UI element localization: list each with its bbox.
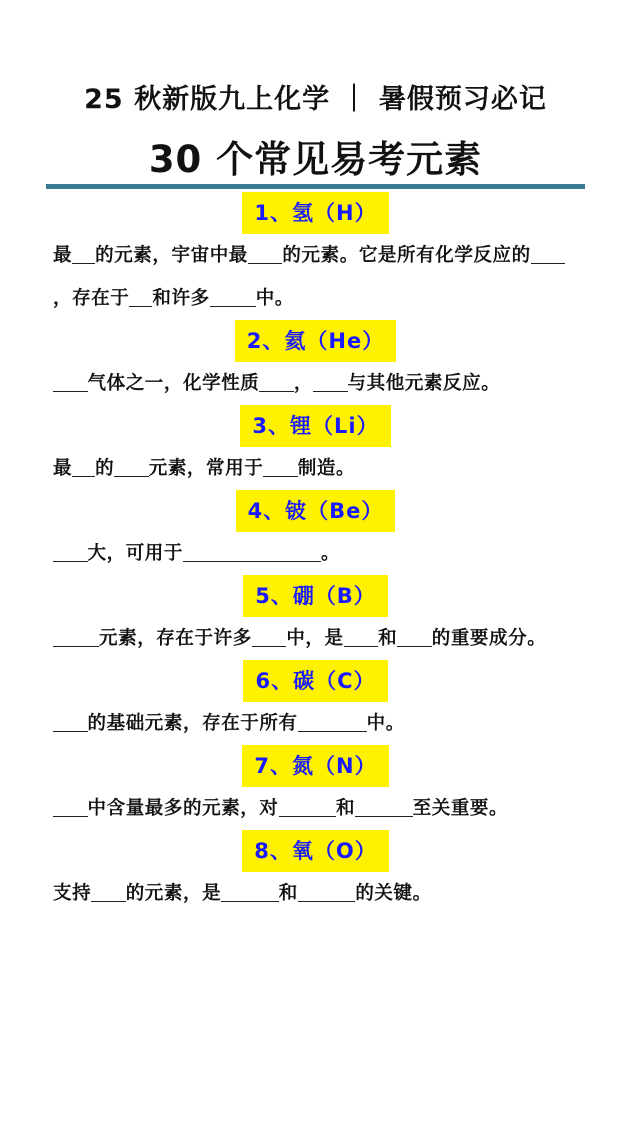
- fill-in-blank[interactable]: [72, 458, 95, 478]
- description-text: 和: [336, 798, 356, 819]
- title-divider: [46, 184, 585, 189]
- description-text: 。: [321, 543, 341, 564]
- description-text: 元素，存在于许多: [99, 628, 252, 649]
- description-text: 最: [53, 245, 73, 266]
- element-description: [53, 872, 579, 915]
- description-text: 制造。: [297, 458, 356, 479]
- element-entry: [0, 660, 631, 745]
- element-heading: 5、硼（B）: [243, 575, 388, 617]
- description-text: 的基础元素，存在于所有: [87, 713, 298, 734]
- element-entry: [0, 575, 631, 660]
- description-text: 中，是: [286, 628, 344, 649]
- element-list: [0, 192, 631, 915]
- element-description: [53, 787, 579, 830]
- description-text: 大，可用于: [87, 543, 184, 564]
- element-heading-row: [0, 490, 631, 532]
- fill-in-blank[interactable]: [72, 245, 95, 265]
- element-description: [53, 702, 579, 745]
- fill-in-blank[interactable]: [91, 883, 126, 903]
- element-heading-row: [0, 320, 631, 362]
- description-text: 的: [95, 458, 115, 479]
- element-heading: 7、氮（N）: [242, 745, 388, 787]
- description-text: 中含量最多的元素，对: [87, 798, 279, 819]
- fill-in-blank[interactable]: [344, 628, 379, 648]
- fill-in-blank[interactable]: [313, 373, 348, 393]
- element-heading: 2、氦（He）: [235, 320, 396, 362]
- element-heading-row: [0, 830, 631, 872]
- fill-in-blank[interactable]: [298, 713, 367, 733]
- element-heading-row: [0, 192, 631, 234]
- fill-in-blank[interactable]: [114, 458, 149, 478]
- fill-in-blank[interactable]: [183, 543, 321, 563]
- fill-in-blank[interactable]: [210, 288, 256, 308]
- description-text: ，: [293, 373, 314, 394]
- element-entry: [0, 745, 631, 830]
- element-entry: [0, 192, 631, 320]
- description-text: 和: [278, 883, 298, 904]
- fill-in-blank[interactable]: [129, 288, 152, 308]
- description-text: 的关键。: [355, 883, 432, 904]
- description-text: 的元素。它是所有化学反应的: [282, 245, 531, 266]
- element-heading-row: [0, 575, 631, 617]
- element-description: [53, 362, 579, 405]
- description-text: 的元素，是: [125, 883, 222, 904]
- fill-in-blank[interactable]: [252, 628, 287, 648]
- description-text: 至关重要。: [412, 798, 509, 819]
- fill-in-blank[interactable]: [259, 373, 294, 393]
- fill-in-blank[interactable]: [53, 628, 99, 648]
- fill-in-blank[interactable]: [397, 628, 432, 648]
- description-text: 气体之一，化学性质: [87, 373, 260, 394]
- fill-in-blank[interactable]: [53, 373, 88, 393]
- document-subtitle: 25 秋新版九上化学 ｜ 暑假预习必记: [84, 84, 547, 115]
- element-entry: [0, 405, 631, 490]
- fill-in-blank[interactable]: [53, 798, 88, 818]
- fill-in-blank[interactable]: [531, 245, 566, 265]
- element-heading: 6、碳（C）: [243, 660, 387, 702]
- element-heading: 8、氧（O）: [242, 830, 388, 872]
- description-text: 支持: [53, 883, 92, 904]
- fill-in-blank[interactable]: [279, 798, 337, 818]
- fill-in-blank[interactable]: [221, 883, 279, 903]
- fill-in-blank[interactable]: [53, 543, 88, 563]
- description-text: 与其他元素反应。: [347, 373, 501, 394]
- element-description: [53, 234, 579, 320]
- element-heading: 1、氢（H）: [242, 192, 388, 234]
- element-heading-row: [0, 405, 631, 447]
- element-description: [53, 617, 579, 660]
- fill-in-blank[interactable]: [248, 245, 283, 265]
- element-heading-row: [0, 745, 631, 787]
- fill-in-blank[interactable]: [298, 883, 356, 903]
- element-entry: [0, 320, 631, 405]
- description-text: 中。: [366, 713, 405, 734]
- element-heading-row: [0, 660, 631, 702]
- description-text: 中。: [255, 288, 294, 309]
- element-description: [53, 532, 579, 575]
- element-description: [53, 447, 579, 490]
- element-entry: [0, 830, 631, 915]
- fill-in-blank[interactable]: [263, 458, 298, 478]
- element-heading: 4、铍（Be）: [236, 490, 396, 532]
- element-heading: 3、锂（Li）: [240, 405, 390, 447]
- description-text: 的重要成分。: [431, 628, 547, 649]
- description-text: 的元素，宇宙中最: [95, 245, 248, 266]
- element-entry: [0, 490, 631, 575]
- description-text: 元素，常用于: [148, 458, 264, 479]
- description-text: 和许多: [152, 288, 210, 309]
- description-text: 和: [378, 628, 398, 649]
- fill-in-blank[interactable]: [53, 713, 88, 733]
- description-text: 最: [53, 458, 73, 479]
- fill-in-blank[interactable]: [355, 798, 413, 818]
- document-title: 30 个常见易考元素: [148, 138, 483, 181]
- description-text: ，存在于: [53, 288, 130, 309]
